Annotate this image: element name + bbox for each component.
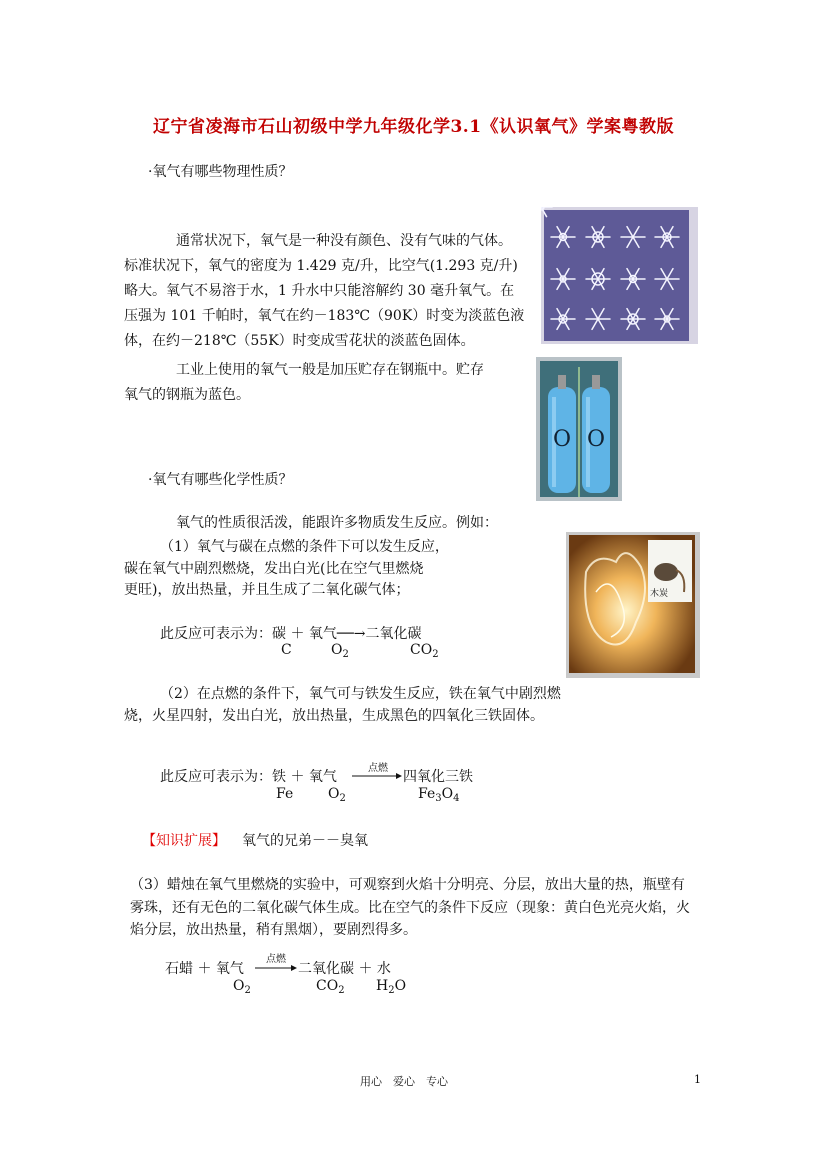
formula3-water [376,978,406,996]
formula2-fe3o4-o: O [441,786,454,802]
cylinder-label-right: O [586,427,606,452]
formula3-co2-symbol: CO [316,978,339,994]
formula2-fe3o4 [418,786,459,804]
formula2-condition: 点燃 [368,763,388,774]
section2-heading: ·氧气有哪些化学性质？ [148,472,293,488]
formula2-fe3o4-sub3: 3 [435,793,442,804]
page-title: 辽宁省凌海市石山初级中学九年级化学3.1《认识氧气》学案粤教版 [152,117,675,137]
item1-line3: 更旺)，放出热量，并且生成了二氧化碳气体； [124,582,410,598]
formula3-oxygen-subscript: 2 [244,985,251,996]
page-number: 1 [694,1073,701,1086]
para1-line2: 标准状况下，氧气的密度为 1.429 克/升，比空气(1.293 克/升) [124,258,518,274]
formula2-iron: Fe [276,786,294,802]
extension-text: 氧气的兄弟－－臭氧 [242,833,368,849]
formula1-line: 此反应可表示为：碳 ＋ 氧气──→二氧化碳 [160,626,422,642]
formula2-oxygen-subscript: 2 [339,793,346,804]
formula1-oxygen [331,642,349,660]
formula2-oxygen [328,786,346,804]
formula2-fe3o4-sub4: 4 [453,793,460,804]
formula3-reactants: 石蜡 ＋ 氧气 [165,961,244,977]
item2-line1: （2）在点燃的条件下，氧气可与铁发生反应，铁在氧气中剧烈燃 [160,686,561,702]
formula2-arrow-icon [352,771,402,781]
formula3-condition: 点燃 [266,954,286,965]
formula2-fe3o4-fe: Fe [418,786,436,802]
burning-charcoal-image [566,532,700,678]
formula3-water-o: O [394,978,407,994]
para2-line1: 工业上使用的氧气一般是加压贮存在钢瓶中。贮存 [176,362,484,378]
para1-line4: 压强为 101 千帕时，氧气在约－183℃（90K）时变为淡蓝色液 [124,308,525,324]
formula3-water-h: H [376,978,389,994]
item1-line1: （1）氧气与碳在点燃的条件下可以发生反应， [160,539,449,555]
section1-heading: ·氧气有哪些物理性质？ [148,164,293,180]
item3-line2: 雾珠，还有无色的二氧化碳气体生成。比在空气的条件下反应（现象：黄白色光亮火焰，火 [130,900,690,916]
formula2-oxygen-symbol: O [328,786,340,802]
formula1-co2-symbol: CO [410,642,433,658]
para2-line2: 氧气的钢瓶为蓝色。 [124,387,250,403]
formula1-carbon: C [281,642,292,658]
snowflake-image [541,207,698,344]
item2-line2: 烧，火星四射，发出白光，放出热量，生成黑色的四氧化三铁固体。 [124,708,544,724]
formula1-oxygen-subscript: 2 [342,649,349,660]
section2-intro: 氧气的性质很活泼，能跟许多物质发生反应。例如： [176,515,498,531]
para1-line1: 通常状况下，氧气是一种没有颜色、没有气味的气体。 [176,233,512,249]
cylinder-label-left: O [552,427,572,452]
para1-line5: 体，在约－218℃（55K）时变成雪花状的淡蓝色固体。 [124,333,475,349]
formula3-co2-subscript: 2 [338,985,345,996]
item3-line1: （3）蜡烛在氧气里燃烧的实验中，可观察到火焰十分明亮、分层，放出大量的热，瓶壁有 [130,877,685,893]
formula3-water-sub2: 2 [388,985,395,996]
formula3-arrow-icon [255,963,297,973]
formula1-oxygen-symbol: O [331,642,343,658]
oxygen-cylinders-image [536,357,622,501]
formula1-co2 [410,642,439,660]
formula2-product: 四氧化三铁 [403,769,473,785]
formula2-prefix: 此反应可表示为：铁 ＋ 氧气 [160,769,337,785]
formula3-oxygen-symbol: O [233,978,245,994]
para1-line3: 略大。氧气不易溶于水，1 升水中只能溶解约 30 毫升氧气。在 [124,283,515,299]
item3-line3: 焰分层，放出热量，稍有黑烟），要剧烈得多。 [130,922,417,938]
footer-motto: 用心 爱心 专心 [360,1075,448,1088]
formula3-oxygen [233,978,251,996]
charcoal-label: 木炭 [650,589,669,599]
item1-line2: 碳在氧气中剧烈燃烧，发出白光(比在空气里燃烧 [124,561,424,577]
formula3-products: 二氧化碳 ＋ 水 [298,961,391,977]
extension-tag: 【知识扩展】 [142,833,226,849]
formula3-co2 [316,978,345,996]
formula1-co2-subscript: 2 [432,649,439,660]
